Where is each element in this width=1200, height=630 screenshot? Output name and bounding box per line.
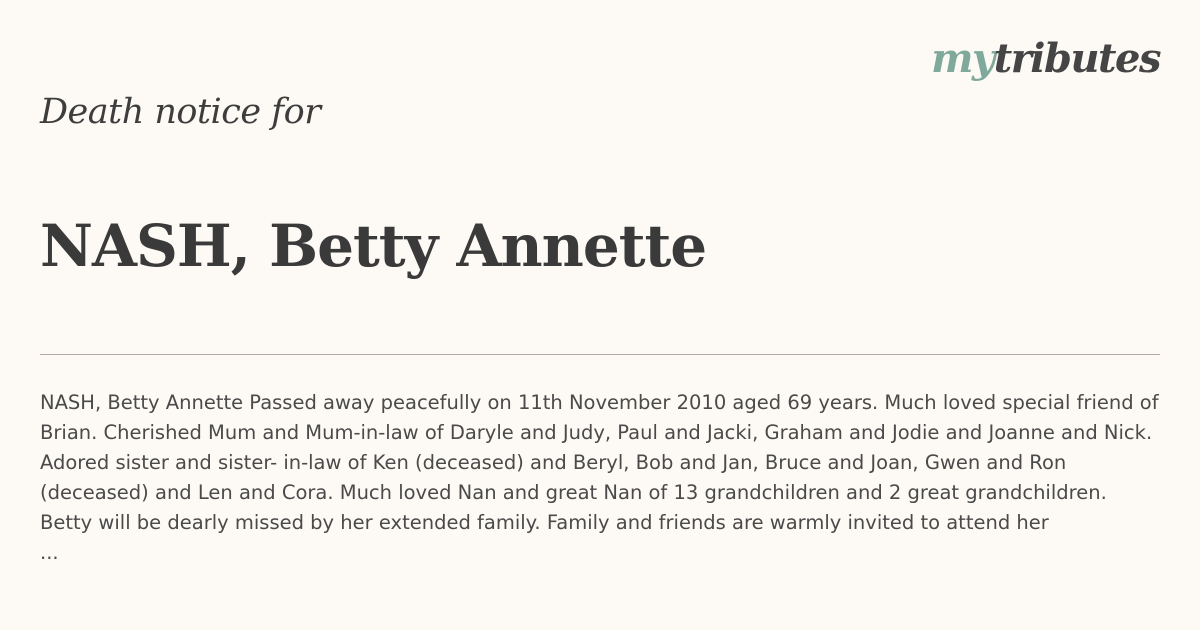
notice-line: Adored sister and sister- in-law of Ken (deceased) and Beryl, Bob and Jan, Bruce and Joan, Gwen and Ron — [40, 451, 1067, 474]
notice-body-text — [40, 388, 1200, 578]
notice-line: Betty will be dearly missed by her extended family. Family and friends are warmly invited to attend her — [40, 511, 1049, 534]
notice-line: NASH, Betty Annette Passed away peacefully on 11th November 2010 aged 69 years. Much loved special friend of — [40, 391, 1159, 414]
notice-intro-heading: Death notice for — [40, 92, 321, 132]
notice-ellipsis: ... — [40, 541, 59, 564]
mytributes-logo[interactable] — [931, 34, 1160, 84]
logo-part-tributes: tributes — [993, 35, 1160, 82]
deceased-name-title: NASH, Betty Annette — [40, 212, 707, 280]
notice-line: Brian. Cherished Mum and Mum-in-law of Daryle and Judy, Paul and Jacki, Graham and Jodie and Joanne and Nick. — [40, 421, 1153, 444]
notice-line: (deceased) and Len and Cora. Much loved Nan and great Nan of 13 grandchildren and 2 great grandchildren. — [40, 481, 1107, 504]
logo-part-my: my — [931, 35, 994, 82]
section-divider — [40, 354, 1160, 355]
